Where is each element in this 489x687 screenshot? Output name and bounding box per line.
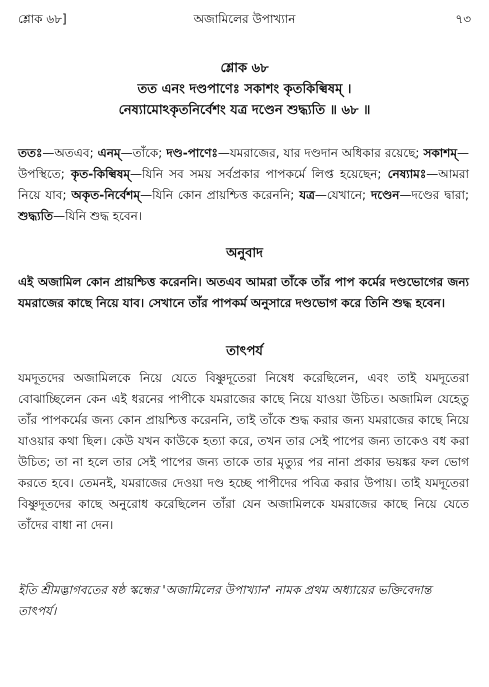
- chapter-title: অজামিলের উপাখ্যান: [193, 12, 296, 26]
- synonym-meaning: —যেখানে;: [314, 188, 371, 202]
- synonym-term: দণ্ড-পাণেঃ: [166, 146, 218, 160]
- synonym-meaning: —যিনি কোন প্রায়শ্চিত্ত করেননি;: [140, 188, 300, 202]
- translation-text: এই অজামিল কোন প্রায়শ্চিত্ত করেননি। অতএব আমরা তাঁকে তাঁর পাপ কর্মের দণ্ডভোগের জন্য যমরাজের কাছে নিয়ে যাব। সেখানে তাঁর পাপকর্ম অনুসারে দণ্ডভোগ করে তিনি শুদ্ধ হবেন।: [18, 275, 469, 310]
- word-synonyms: [18, 143, 469, 227]
- synonym-term: শুদ্ধ্যতি: [18, 209, 54, 223]
- page-number: ৭৩: [455, 12, 471, 26]
- synonym-meaning: —তাঁকে;: [120, 146, 167, 160]
- synonym-term: সকাশম্: [423, 146, 458, 160]
- synonym-term: কৃত-কিল্বিষম্: [70, 167, 131, 181]
- synonym-term: দণ্ডেন: [371, 188, 400, 202]
- synonym-term: এনম্: [97, 146, 121, 160]
- verse-reference: শ্লোক ৬৮]: [18, 12, 67, 26]
- sanskrit-verse: [30, 58, 459, 121]
- synonym-meaning: —যিনি সব সময় সর্বপ্রকার পাপকর্মে লিপ্ত হয়েছেন;: [130, 167, 388, 181]
- synonym-term: অকৃত-নির্বেশম্: [71, 188, 141, 202]
- synonym-meaning: —আমরা নিয়ে যাব;: [18, 167, 469, 202]
- synonym-meaning: —যমরাজের, যার দণ্ডদান অধিকার রয়েছে;: [217, 146, 424, 160]
- synonym-meaning: —যিনি শুদ্ধ হবেন।: [53, 209, 143, 223]
- synonym-meaning: —দণ্ডের দ্বারা;: [399, 188, 470, 202]
- synonym-term: ততঃ: [18, 146, 43, 160]
- synonym-term: যত্র: [299, 188, 315, 202]
- synonym-meaning: —অতএব;: [42, 146, 98, 160]
- chapter-closing-note: ইতি শ্রীমদ্ভাগবতের ষষ্ঠ স্কন্ধের 'অজামিলের উপাখ্যান' নামক প্রথম অধ্যায়ের ভক্তিবেদান্ত তাৎপর্য।: [18, 583, 432, 618]
- purport-heading: তাৎপর্য: [226, 344, 263, 359]
- translation-heading: অনুবাদ: [226, 246, 263, 261]
- purport-text: যমদূতদের অজামিলকে নিয়ে যেতে বিষ্ণুদূতেরা নিষেধ করেছিলেন, এবং তাই যমদূতেরা বোঝাচ্ছিলেন কেন এই ধরনের পাপীকে যমরাজের কাছে নিয়ে যাওয়া উচিত। অজামিল যেহেতু তাঁর পাপকর্মের জন্য কোন প্রায়শ্চিত্ত করেননি, তাই তাঁকে শুদ্ধ করার জন্য যমরাজের কাছে নিয়ে যাওয়ার কথা ছিল। কেউ যখন কাউকে হত্যা করে, তখন তার সেই পাপের জন্য তাকেও বধ করা উচিত; তা না হলে তার সেই পাপের জন্য তাকে তার মৃত্যুর পর নানা প্রকার ভয়ঙ্কর ফল ভোগ করতে হবে। তেমনই, যমরাজের দেওয়া দণ্ড হচ্ছে পাপীদের পবিত্র করার উপায়। তাই যমদূতেরা বিষ্ণুদূতদের কাছে অনুরোধ করেছিলেন তাঁরা যেন অজামিলকে যমরাজের কাছে নিয়ে যেতে তাঁদের বাধা না দেন।: [18, 371, 469, 532]
- verse-line-1: তত এনং দণ্ডপাণেঃ সকাশং কৃতকিল্বিষম্ ।: [137, 82, 352, 97]
- verse-line-2: নেষ্যামোঽকৃতনির্বেশং যত্র দণ্ডেন শুদ্ধ্যতি ॥ ৬৮ ॥: [118, 103, 371, 118]
- synonym-meaning: —উপস্থিতে;: [18, 146, 470, 181]
- running-header: [18, 8, 471, 30]
- verse-number: শ্লোক ৬৮: [220, 61, 269, 76]
- synonym-term: নেষ্যামঃ: [387, 167, 427, 181]
